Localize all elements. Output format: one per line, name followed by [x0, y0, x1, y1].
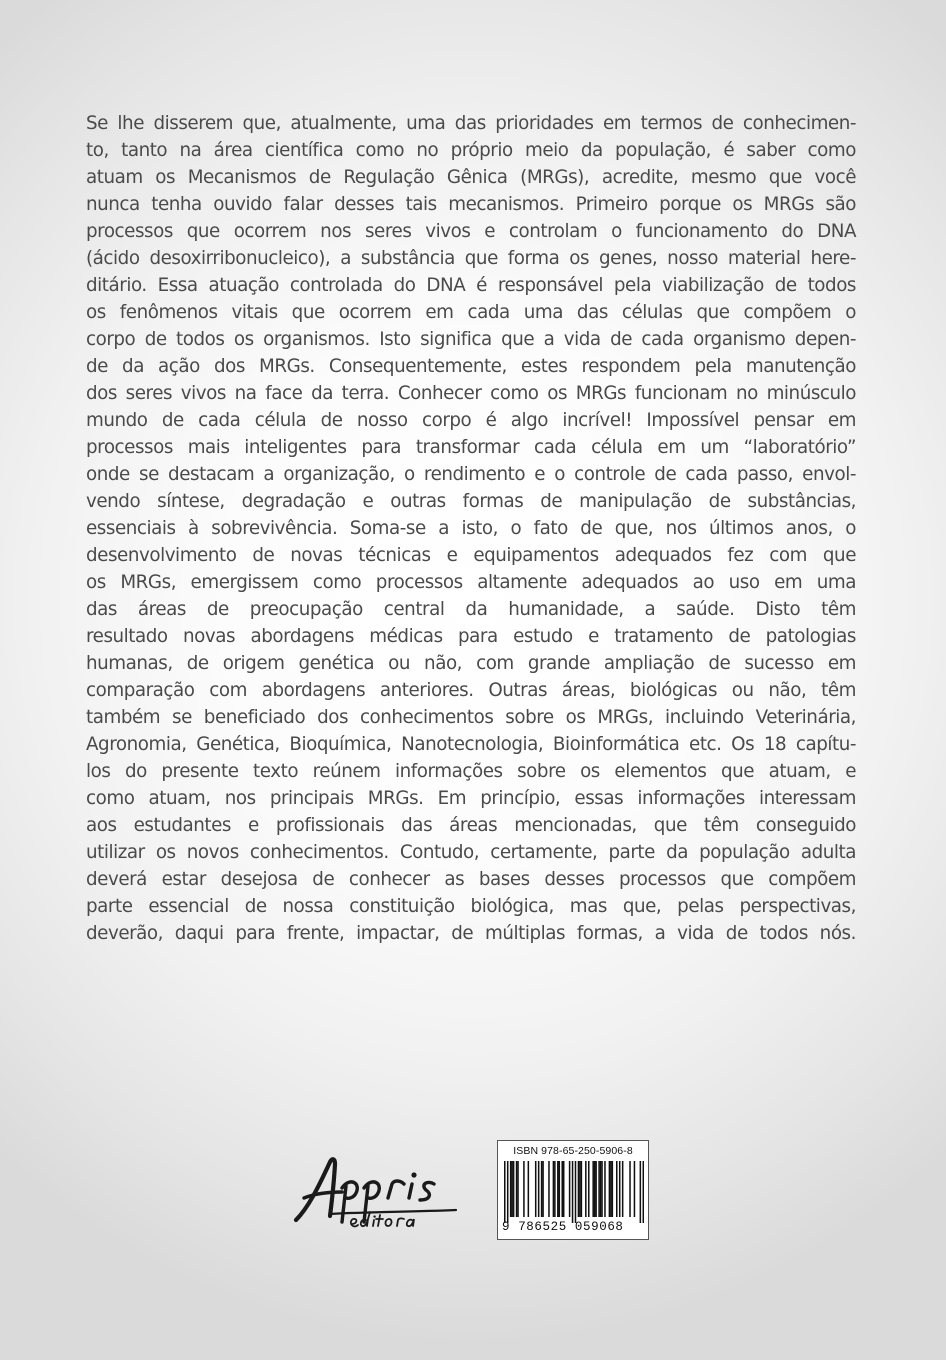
blurb-line: ditário. Essa atuação controlada do DNA é responsável pela viabilização de todos	[86, 275, 857, 296]
barcode-bar	[609, 1161, 611, 1217]
barcode-bars-icon	[504, 1161, 644, 1223]
barcode-bar	[588, 1161, 590, 1217]
barcode-bar	[572, 1161, 574, 1223]
blurb-line: dos seres vivos na face da terra. Conhecer como os MRGs funcionam no minúsculo	[86, 383, 856, 404]
barcode-bar	[619, 1161, 621, 1217]
barcode-bar	[513, 1161, 515, 1217]
barcode-bar	[511, 1161, 513, 1217]
blurb-line: das áreas de preocupação central da humanidade, a saúde. Disto têm	[86, 599, 857, 620]
blurb-line: atuam os Mecanismos de Regulação Gênica (MRGs), acredite, mesmo que você	[86, 167, 856, 188]
barcode-bar	[554, 1161, 556, 1217]
barcode-bar	[563, 1161, 565, 1217]
barcode-bar	[594, 1161, 596, 1217]
barcode-bar	[569, 1161, 571, 1217]
barcode-bar	[600, 1161, 602, 1217]
blurb-line: nunca tenha ouvido falar desses tais mecanismos. Primeiro porque os MRGs são	[86, 194, 857, 215]
back-cover-blurb	[86, 110, 856, 947]
barcode-bar	[595, 1161, 597, 1217]
barcode-bar	[528, 1161, 530, 1217]
barcode-bar	[592, 1161, 594, 1217]
barcode-bar	[581, 1161, 583, 1217]
blurb-line: processos que ocorrem nos seres vivos e controlam o funcionamento do DNA	[86, 221, 857, 242]
blurb-line: los do presente texto reúnem informações sobre os elementos que atuam, e	[86, 761, 857, 782]
barcode-bar	[598, 1161, 600, 1217]
blurb-line: mundo de cada célula de nosso corpo é algo incrível! Impossível pensar em	[86, 410, 856, 431]
blurb-line: comparação com abordagens anteriores. Outras áreas, biológicas ou não, têm	[86, 680, 856, 701]
blurb-line: corpo de todos os organismos. Isto significa que a vida de cada organismo depen-	[86, 329, 856, 350]
blurb-line: deverá estar desejosa de conhecer as bases desses processos que compõem	[86, 869, 856, 890]
barcode-bar	[557, 1161, 559, 1217]
barcode-bar	[504, 1161, 506, 1223]
blurb-line: to, tanto na área científica como no próprio meio da população, é saber como	[86, 140, 856, 161]
blurb-line: parte essencial de nossa constituição biológica, mas que, pelas perspectivas,	[86, 896, 856, 917]
barcode-bar	[629, 1161, 631, 1217]
isbn-barcode	[497, 1140, 649, 1240]
appris-logo-icon	[290, 1148, 466, 1230]
blurb-line: essenciais à sobrevivência. Soma-se a isto, o fato de que, nos últimos anos, o	[86, 518, 857, 539]
barcode-bar	[575, 1161, 577, 1223]
barcode-bar	[601, 1161, 603, 1217]
blurb-line: como atuam, nos principais MRGs. Em princípio, essas informações interessam	[86, 788, 856, 809]
blurb-line: Agronomia, Genética, Bioquímica, Nanotecnologia, Bioinformática etc. Os 18 capítu-	[86, 734, 856, 755]
barcode-bar	[604, 1161, 606, 1217]
barcode-bar	[553, 1161, 555, 1217]
barcode-bar	[585, 1161, 587, 1217]
publisher-logo	[290, 1148, 466, 1230]
barcode-bar	[640, 1161, 642, 1223]
barcode-bar	[542, 1161, 544, 1217]
barcode-bar	[622, 1161, 624, 1217]
blurb-line: processos mais inteligentes para transformar cada célula em um “laboratório”	[86, 437, 856, 458]
barcode-bar	[559, 1161, 561, 1217]
blurb-line: vendo síntese, degradação e outras formas de manipulação de substâncias,	[86, 491, 857, 512]
blurb-line: também se beneficiado dos conhecimentos sobre os MRGs, incluindo Veterinária,	[86, 707, 857, 728]
barcode-bar	[616, 1161, 618, 1217]
blurb-line: utilizar os novos conhecimentos. Contudo, certamente, parte da população adulta	[86, 842, 856, 863]
barcode-bar	[517, 1161, 519, 1217]
blurb-line: (ácido desoxirribonucleico), a substância que forma os genes, nosso material here-	[86, 248, 856, 269]
barcode-bar	[612, 1161, 614, 1217]
barcode-bar	[507, 1161, 509, 1223]
blurb-line: humanas, de origem genética ou não, com grande ampliação de sucesso em	[86, 653, 857, 674]
blurb-line: desenvolvimento de novas técnicas e equipamentos adequados fez com que	[86, 545, 856, 566]
blurb-line: Se lhe disserem que, atualmente, uma das prioridades em termos de conhecimen-	[86, 113, 857, 134]
blurb-line: os fenômenos vitais que ocorrem em cada uma das células que compõem o	[86, 302, 856, 323]
barcode-bar	[561, 1161, 563, 1217]
barcode-bar	[541, 1161, 543, 1217]
blurb-line: de da ação dos MRGs. Consequentemente, estes respondem pela manutenção	[86, 356, 856, 377]
barcode-bar	[535, 1161, 537, 1217]
blurb-line: deverão, daqui para frente, impactar, de múltiplas formas, a vida de todos nós.	[86, 923, 856, 944]
blurb-line: resultado novas abordagens médicas para estudo e tratamento de patologias	[86, 626, 856, 647]
barcode-bar	[578, 1161, 580, 1217]
isbn-label: ISBN 978-65-250-5906-8	[513, 1145, 633, 1157]
blurb-line: os MRGs, emergissem como processos altamente adequados ao uso em uma	[86, 572, 856, 593]
blurb-line: aos estudantes e profissionais das áreas mencionadas, que têm conseguido	[86, 815, 856, 836]
barcode-bar	[579, 1161, 581, 1217]
barcode-bar	[523, 1161, 525, 1217]
barcode-bar	[610, 1161, 612, 1217]
barcode-bar	[643, 1161, 644, 1223]
barcode-bar	[538, 1161, 540, 1217]
barcode-bar	[548, 1161, 550, 1217]
barcode-bar	[510, 1161, 512, 1217]
barcode-digits: 9 786525 059068	[502, 1220, 624, 1234]
blurb-line: onde se destacam a organização, o rendimento e o controle de cada passo, envol-	[86, 464, 856, 485]
barcode-bar	[516, 1161, 518, 1217]
barcode-bar	[634, 1161, 636, 1217]
